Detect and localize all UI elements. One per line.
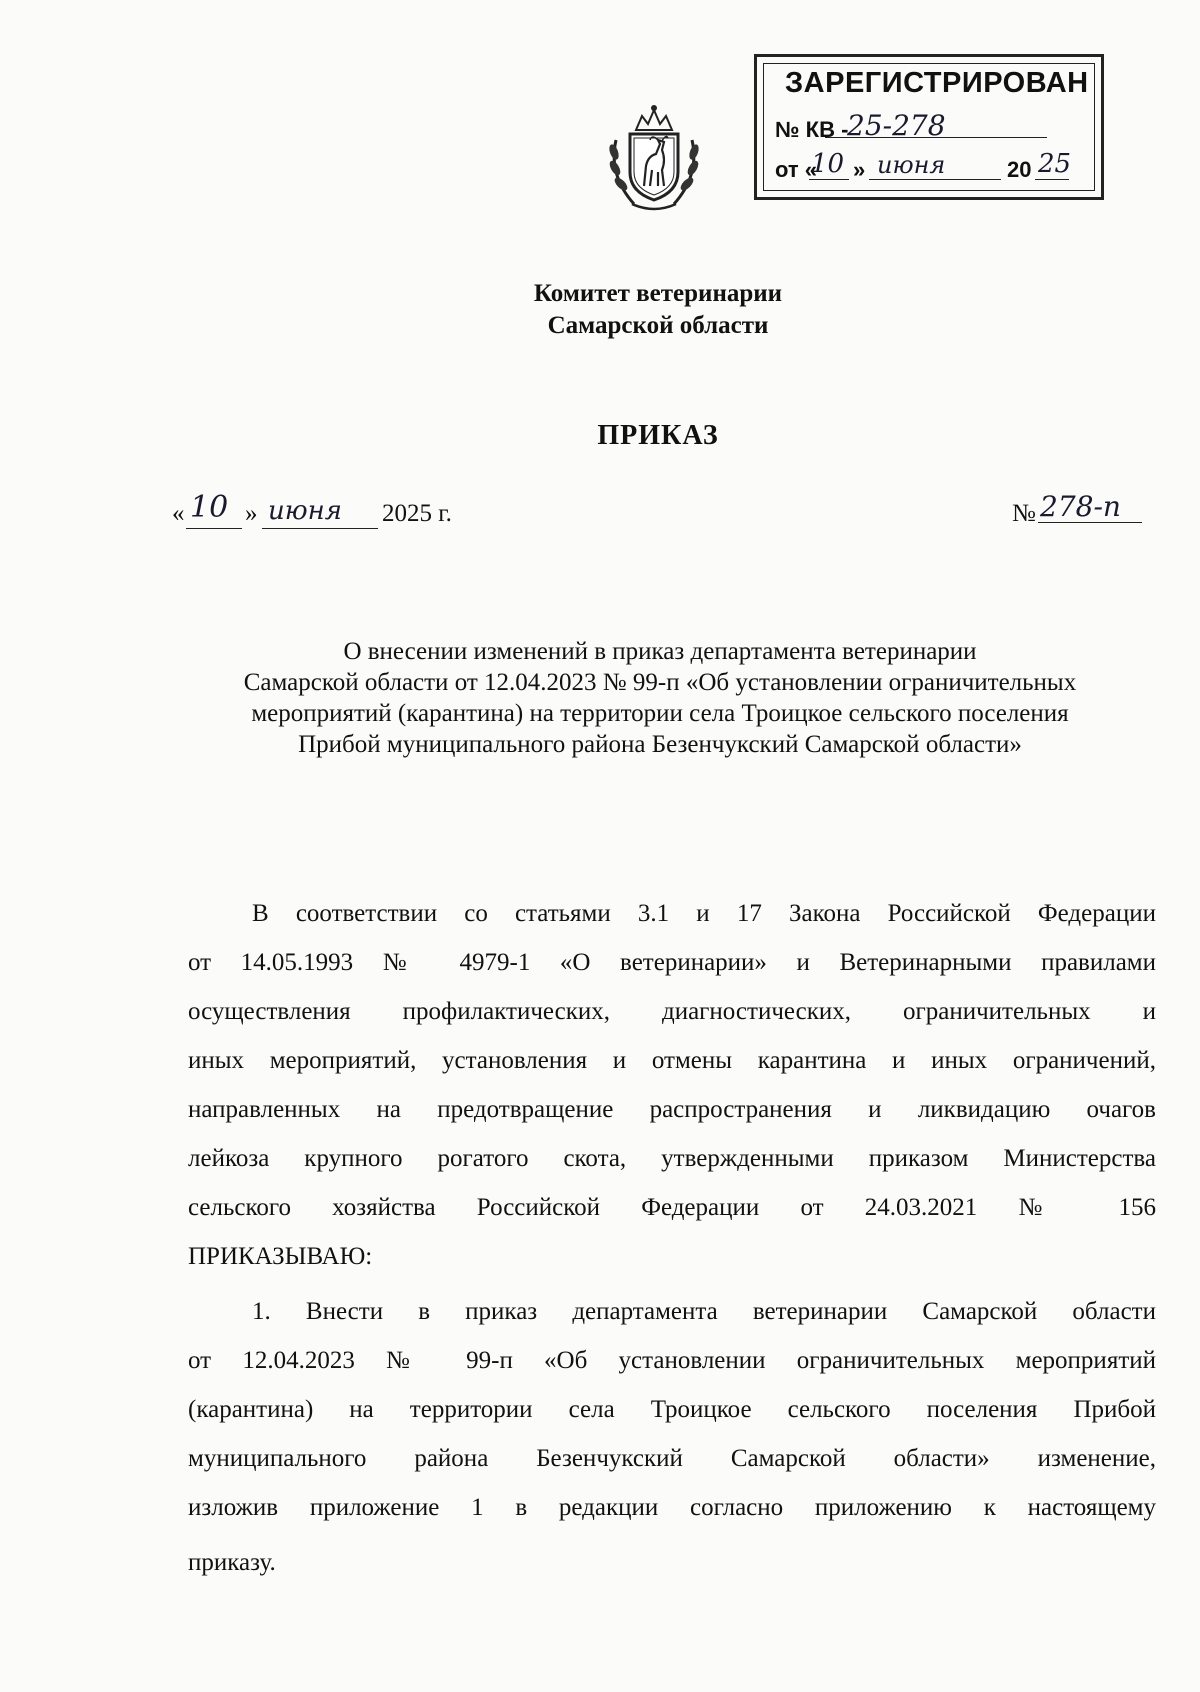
date-open-quote: « <box>172 500 185 527</box>
body-line: осуществления профилактических, диагностических, ограничительных и <box>188 998 1156 1025</box>
subject-line: мероприятий (карантина) на территории села Троицкое сельского поселения <box>251 700 1069 727</box>
date-day: 10 <box>190 490 229 525</box>
stamp-date-day: 10 <box>811 149 845 179</box>
item-1-line: изложив приложение 1 в редакции согласно приложению к настоящему <box>188 1494 1156 1521</box>
organization-name-line2: Самарской области <box>547 312 769 339</box>
body-line: лейкоза крупного рогатого скота, утвержденными приказом Министерства <box>188 1145 1156 1172</box>
date-close-quote: » <box>245 500 258 527</box>
stamp-year-prefix: 20 <box>1007 157 1032 182</box>
body-line: от 14.05.1993 № 4979-1 «О ветеринарии» и Ветеринарными правилами <box>188 949 1156 976</box>
body-line: В соответствии со статьями 3.1 и 17 Закона Российской Федерации <box>252 900 1156 927</box>
stamp-number-label: № КВ - <box>775 117 849 142</box>
body-line: сельского хозяйства Российской Федерации от 24.03.2021 № 156 <box>188 1194 1156 1221</box>
item-1-line: от 12.04.2023 № 99-п «Об установлении ограничительных мероприятий <box>188 1347 1156 1374</box>
stamp-title: ЗАРЕГИСТРИРОВАН <box>785 67 1089 99</box>
registration-stamp <box>754 54 1104 200</box>
order-word: ПРИКАЗЫВАЮ: <box>188 1243 373 1270</box>
subject-line: Самарской области от 12.04.2023 № 99-п «Об установлении ограничительных <box>243 669 1077 696</box>
date-month: июня <box>268 496 342 526</box>
document-type-title: ПРИКАЗ <box>597 420 719 451</box>
item-1-line: (карантина) на территории села Троицкое сельского поселения Прибой <box>188 1396 1156 1423</box>
item-1-line: муниципального района Безенчукский Самарской области» изменение, <box>188 1445 1156 1472</box>
body-line: направленных на предотвращение распространения и ликвидацию очагов <box>188 1096 1156 1123</box>
stamp-date-label: от « <box>775 157 818 182</box>
subject-line: О внесении изменений в приказ департамента ветеринарии <box>343 638 977 665</box>
item-1-line: приказу. <box>188 1549 276 1576</box>
date-year: 2025 г. <box>382 500 452 527</box>
stamp-date-mid: » <box>853 157 866 182</box>
stamp-date-month: июня <box>877 151 946 179</box>
stamp-number-value: 25-278 <box>847 109 946 142</box>
subject-line: Прибой муниципального района Безенчукский Самарской области» <box>298 731 1022 758</box>
order-number-value: 278-п <box>1040 490 1121 523</box>
order-number-label: № <box>1012 500 1036 527</box>
coat-of-arms-emblem <box>594 100 714 220</box>
stamp-year-suffix: 25 <box>1038 149 1072 179</box>
body-line: иных мероприятий, установления и отмены карантина и иных ограничений, <box>188 1047 1156 1074</box>
organization-name-line1: Комитет ветеринарии <box>533 280 783 307</box>
item-1-line: 1. Внести в приказ департамента ветеринарии Самарской области <box>252 1298 1156 1325</box>
